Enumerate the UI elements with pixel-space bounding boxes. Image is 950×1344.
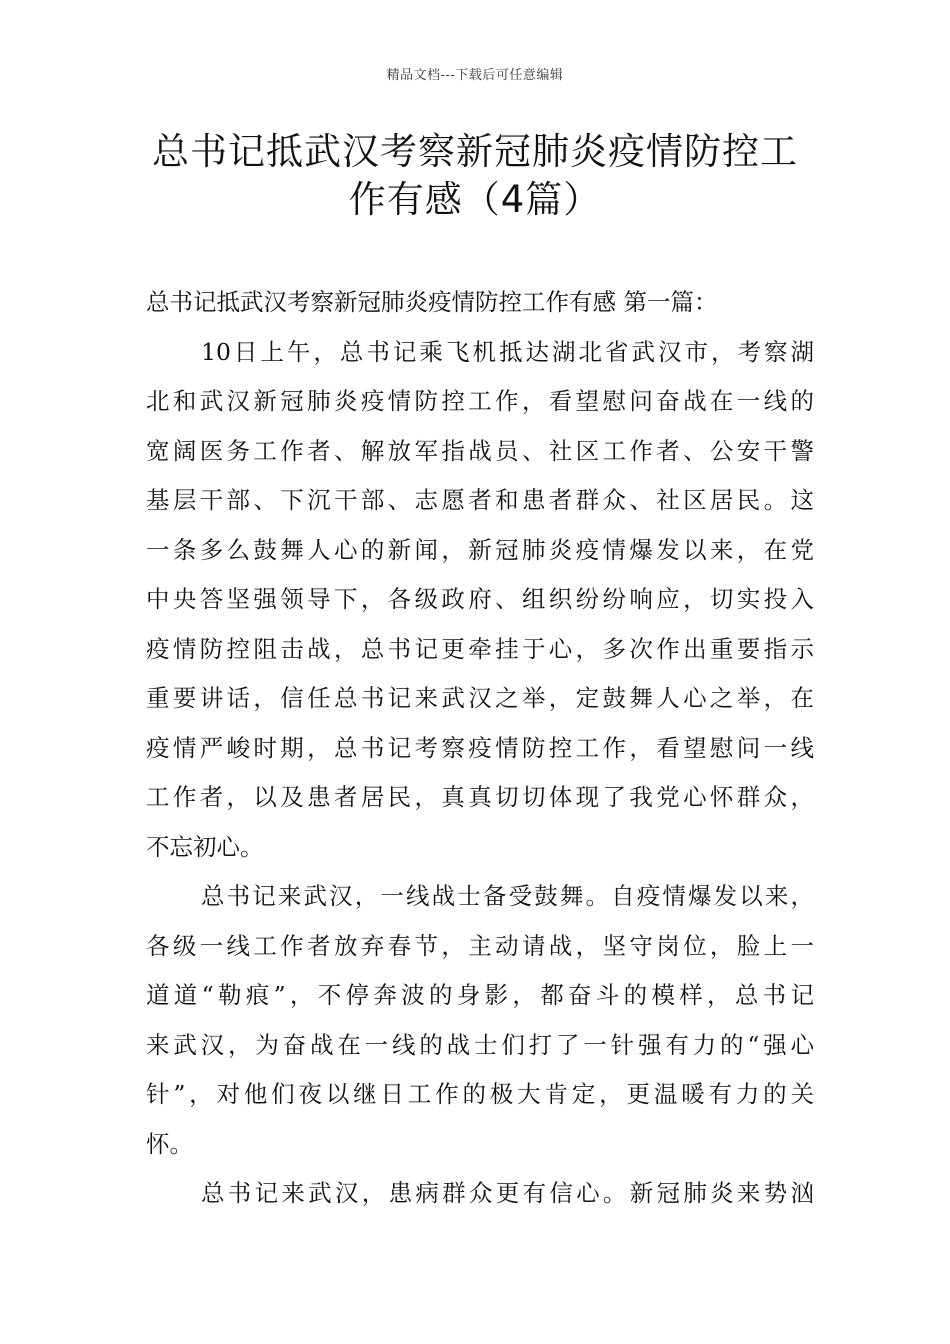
paragraph-line: 基层干部、下沉干部、志愿者和患者群众、社区居民。这 (146, 486, 814, 514)
paragraph-line: 10日上午，总书记乘飞机抵达湖北省武汉市，考察湖 (201, 337, 814, 366)
paragraph-line: 来武汉，为奋战在一线的战士们打了一针强有力的“强心 (146, 1030, 814, 1059)
paragraph-line: 道道“勒痕”，不停奔波的身影，都奋斗的模样，总书记 (146, 981, 814, 1009)
paragraph-line: 一条多么鼓舞人心的新闻，新冠肺炎疫情爆发以来，在党 (146, 535, 814, 564)
paragraph-line: 北和武汉新冠肺炎疫情防控工作，看望慰问奋战在一线的 (146, 387, 814, 415)
paragraph-line: 宽阔医务工作者、解放军指战员、社区工作者、公安干警 (146, 436, 814, 465)
paragraph-line: 总书记来武汉，一线战士备受鼓舞。自疫情爆发以来， (201, 882, 814, 910)
paragraph-line: 针”，对他们夜以继日工作的极大肯定，更温暖有力的关 (146, 1080, 814, 1108)
document-title (130, 128, 820, 224)
paragraph-line: 各级一线工作者放弃春节，主动请战，坚守岗位，脸上一 (146, 931, 814, 960)
paragraph-line: 怀。 (146, 1129, 193, 1158)
paragraph-line: 中央答坚强领导下，各级政府、组织纷纷响应，切实投入 (146, 585, 814, 613)
title-line-2: 作有感（4篇） (348, 178, 602, 221)
document-body (146, 278, 814, 1219)
paragraph-line: 不忘初心。 (146, 832, 264, 861)
paragraph-line: 总书记来武汉，患病群众更有信心。新冠肺炎来势汹 (201, 1179, 814, 1207)
title-line-1: 总书记抵武汉考察新冠肺炎疫情防控工 (152, 130, 798, 173)
paragraph-line: 工作者，以及患者居民，真真切切体现了我党心怀群众， (146, 783, 814, 811)
section-subtitle: 总书记抵武汉考察新冠肺炎疫情防控工作有感 第一篇： (146, 288, 718, 316)
header-note: 精品文档---下载后可任意编辑 (386, 68, 564, 83)
paragraph-line: 重要讲话，信任总书记来武汉之举，定鼓舞人心之举，在 (146, 684, 814, 712)
paragraph-line: 疫情防控阻击战，总书记更牵挂于心，多次作出重要指示 (146, 634, 814, 663)
paragraph-line: 疫情严峻时期，总书记考察疫情防控工作，看望慰问一线 (146, 733, 814, 762)
